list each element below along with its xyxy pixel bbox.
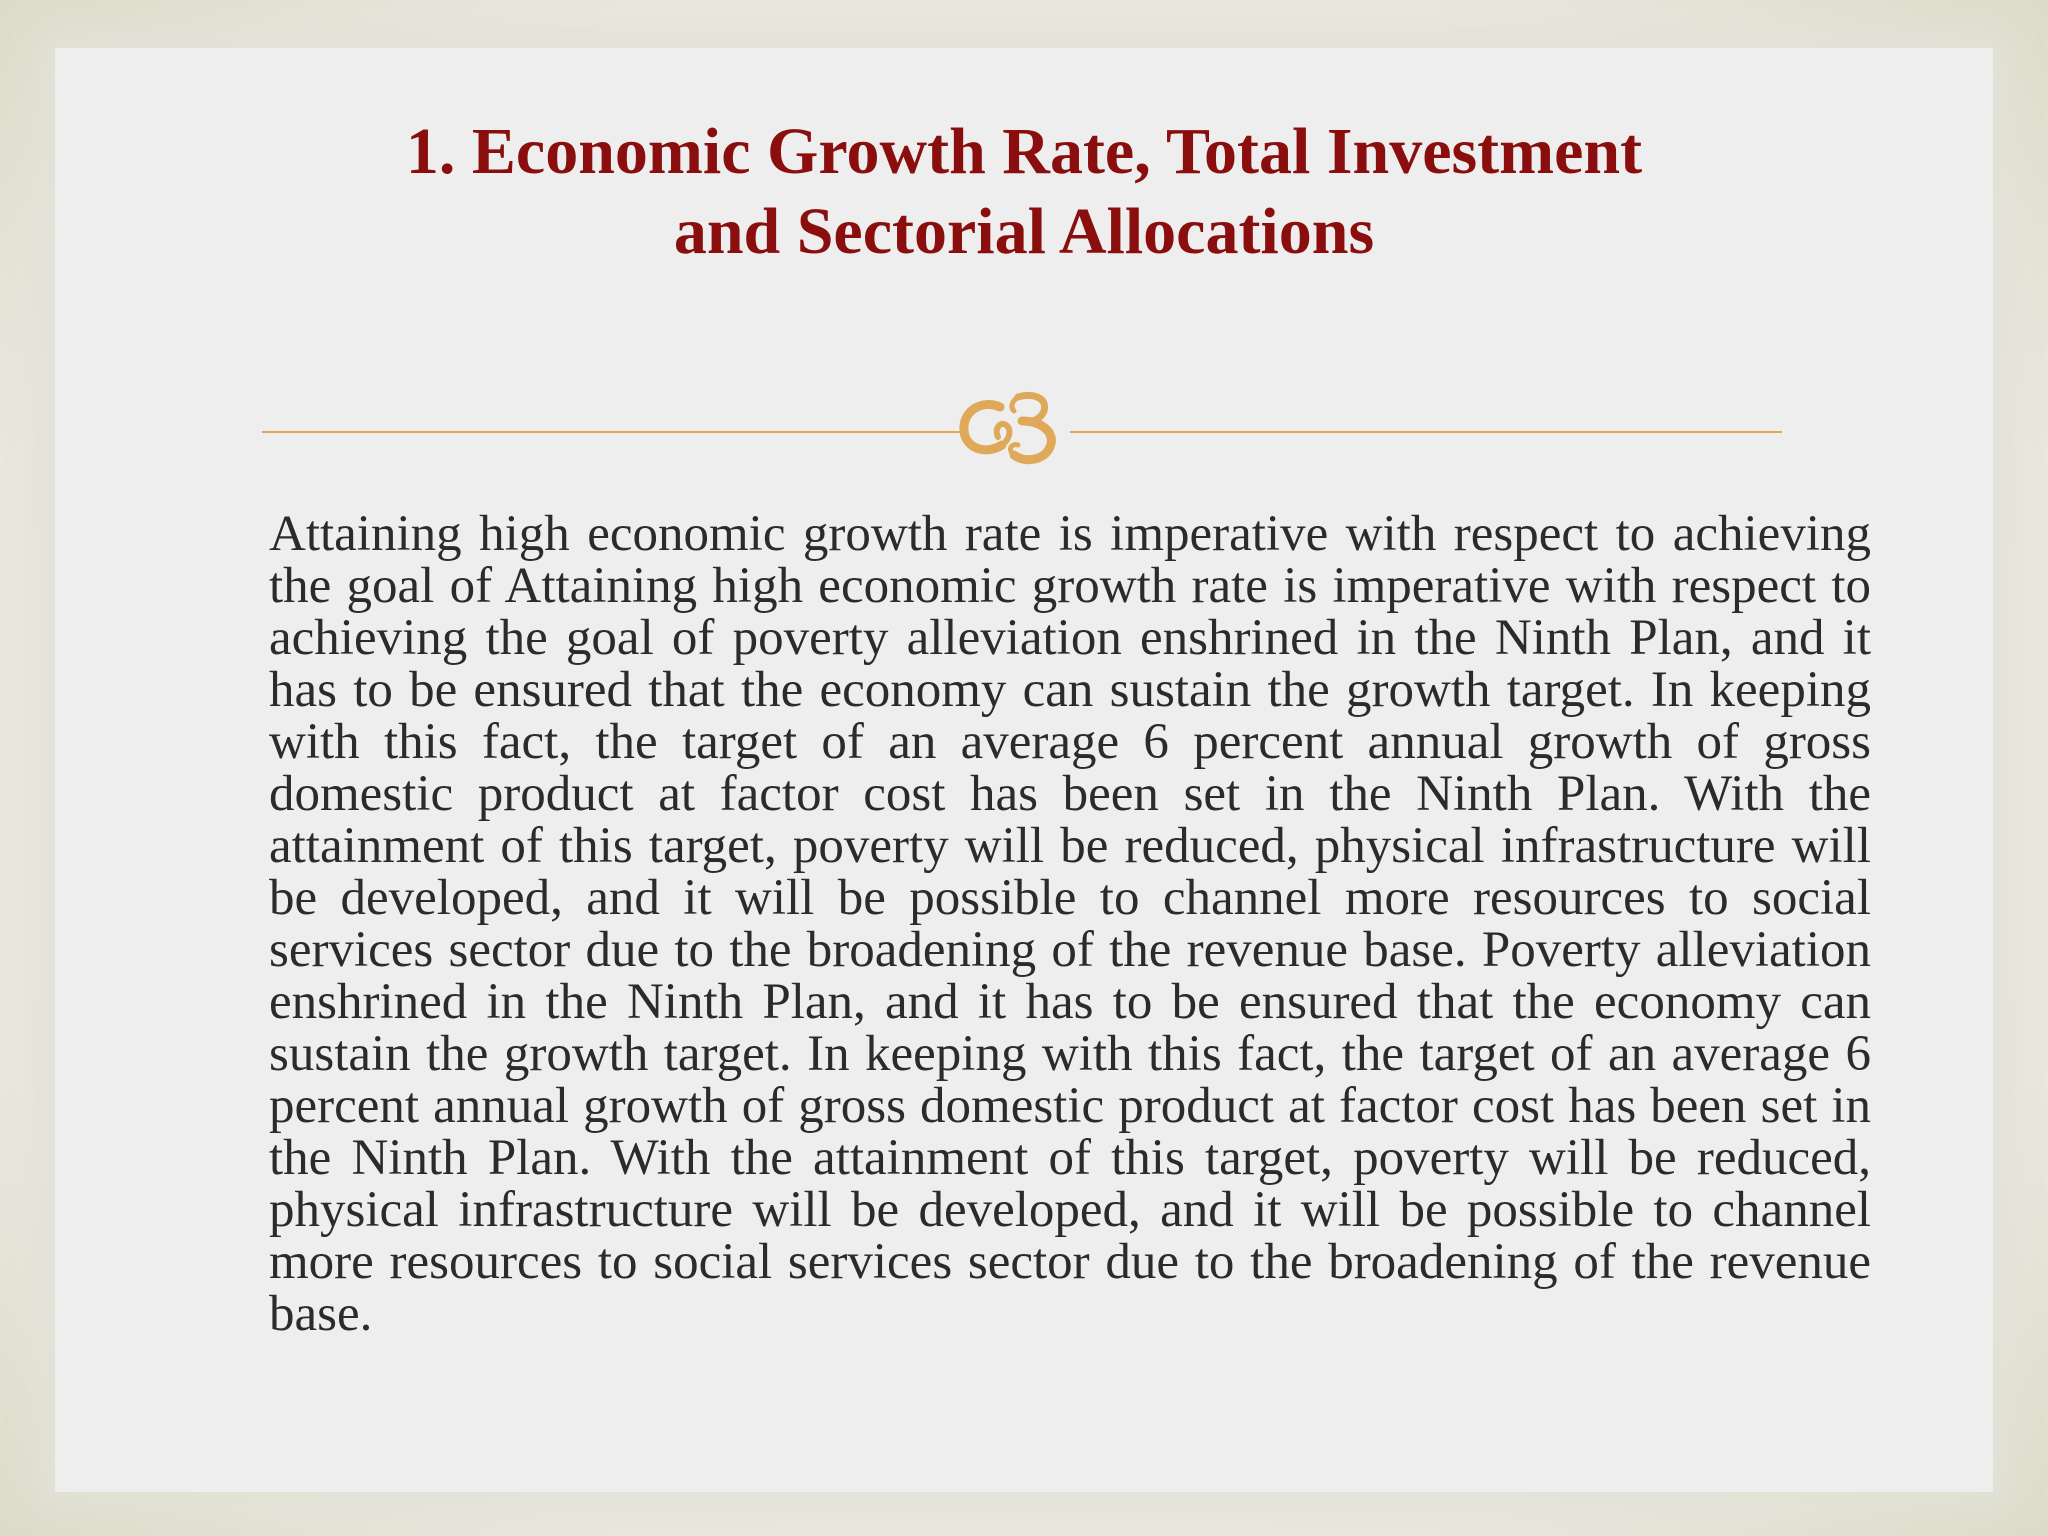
slide-title (0, 112, 2048, 272)
title-divider (262, 385, 1782, 475)
slide-title-line-2: and Sectorial Allocations (673, 195, 1375, 268)
ornamental-flourish-icon (952, 385, 1082, 475)
divider-line-left (262, 431, 962, 433)
slide-title-line-1: 1. Economic Growth Rate, Total Investment (405, 115, 1643, 188)
divider-line-right (1070, 431, 1782, 433)
body-paragraph: Attaining high economic growth rate is imperative with respect to achieving the goal of Attaining high economic growth rate is imperative with respect to achieving the goal of poverty alleviation enshrined in the Ninth Plan, and it has to be ensured that the economy can sustain the growth target. In keeping with this fact, the target of an average 6 percent annual growth of gross domestic product at factor cost has been set in the Ninth Plan. With the attainment of this target, poverty will be reduced, physical infrastructure will be developed, and it will be possible to channel more resources to social services sector due to the broadening of the revenue base. Poverty alleviation enshrined in the Ninth Plan, and it has to be ensured that the economy can sustain the growth target. In keeping with this fact, the target of an average 6 percent annual growth of gross domestic product at factor cost has been set in the Ninth Plan. With the attainment of this target, poverty will be reduced, physical infrastructure will be developed, and it will be possible to channel more resources to social services sector due to the broadening of the revenue base. (269, 506, 1871, 1342)
